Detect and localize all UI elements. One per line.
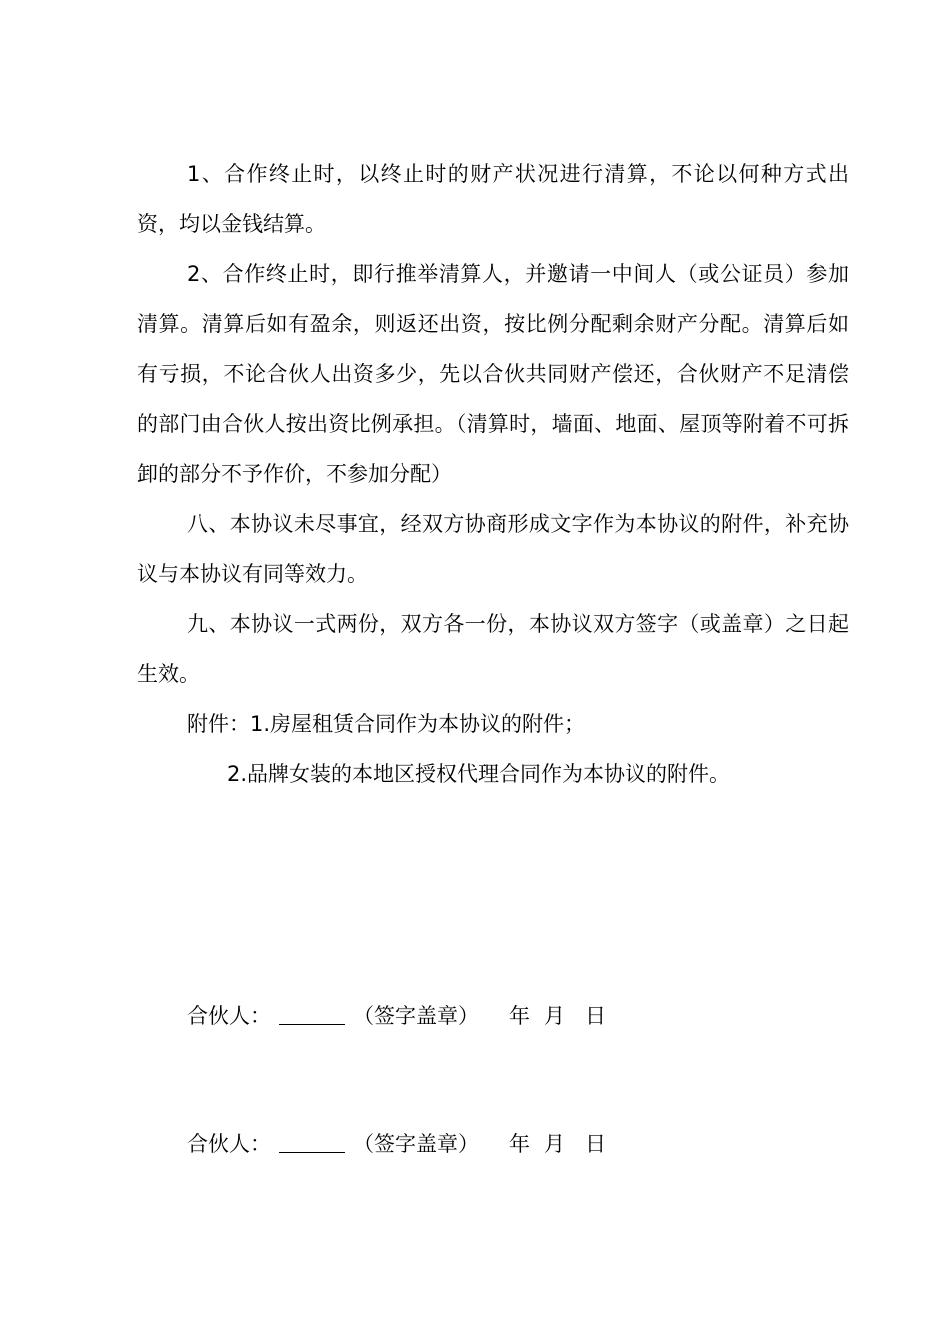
seal-label: （签字盖章） (353, 1132, 479, 1156)
partner-label: 合伙人： (187, 1132, 271, 1156)
attachment-line-2: 2.品牌女装的本地区授权代理合同作为本协议的附件。 (227, 762, 731, 786)
clause-paragraph-eight: 八、本协议未尽事宜，经双方协商形成文字作为本协议的附件，补充协议与本协议有同等效力。 (137, 512, 849, 586)
month-label: 月 (544, 1132, 565, 1156)
clause-paragraph-2: 2、合作终止时，即行推举清算人，并邀请一中间人（或公证员）参加清算。清算后如有盈余，则返还出资，按比例分配剩余财产分配。清算后如有亏损，不论合伙人出资多少，先以合伙共同财产偿还，合伙财产不足清偿的部门由合伙人按出资比例承担。（清算时，墙面、地面、屋顶等附着不可拆卸的部分不予作价，不参加分配） (137, 262, 849, 486)
clause-paragraph-1: 1、合作终止时，以终止时的财产状况进行清算，不论以何种方式出资，均以金钱结算。 (137, 162, 849, 236)
day-label: 日 (585, 1004, 606, 1028)
signature-blank (279, 1000, 345, 1025)
partner-label: 合伙人： (187, 1004, 271, 1028)
year-label: 年 (509, 1132, 530, 1156)
day-label: 日 (585, 1132, 606, 1156)
signature-line-2 (187, 1124, 606, 1164)
signature-blank (279, 1128, 345, 1153)
attachment-line-1: 附件：1.房屋租赁合同作为本协议的附件； (187, 712, 586, 736)
seal-label: （签字盖章） (353, 1004, 479, 1028)
month-label: 月 (544, 1004, 565, 1028)
clause-paragraph-nine: 九、本协议一式两份，双方各一份，本协议双方签字（或盖章）之日起生效。 (137, 612, 849, 686)
year-label: 年 (509, 1004, 530, 1028)
signature-line-1 (187, 996, 606, 1036)
